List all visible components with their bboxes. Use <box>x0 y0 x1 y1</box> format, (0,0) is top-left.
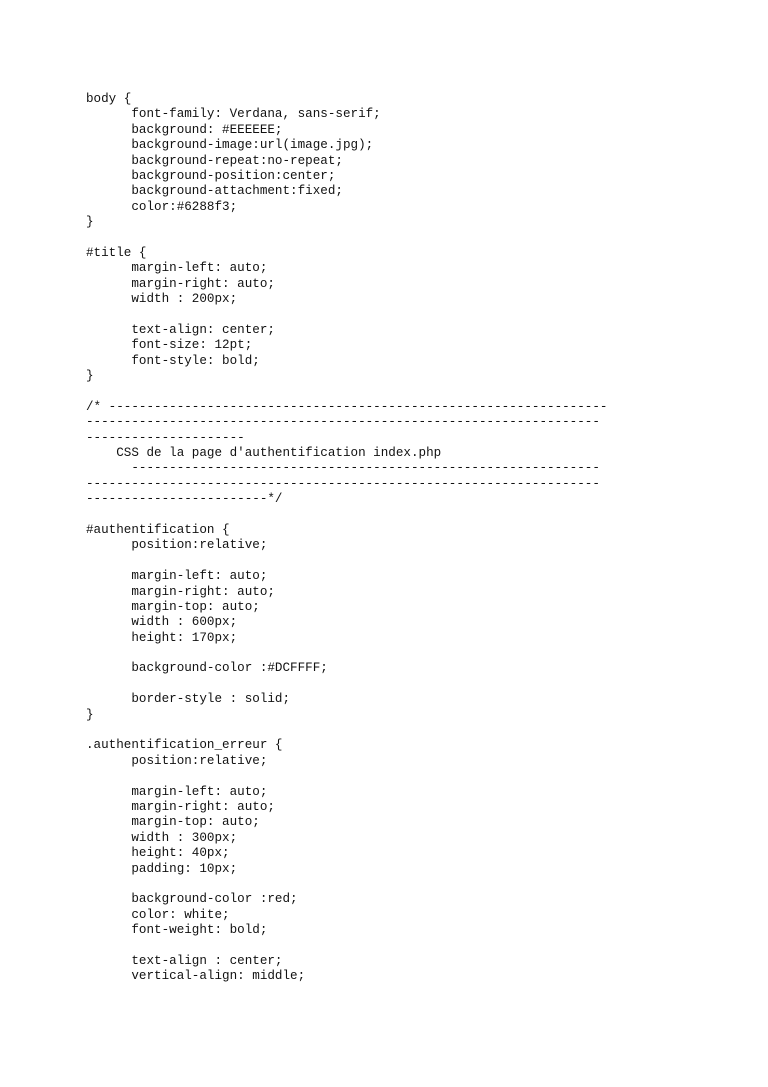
code-line: margin-top: auto; <box>86 599 260 614</box>
code-line: color: white; <box>86 907 230 922</box>
code-line <box>86 877 686 892</box>
code-line: margin-top: auto; <box>86 815 260 830</box>
code-line: margin-right: auto; <box>86 799 275 814</box>
code-line <box>86 938 686 953</box>
code-line <box>86 384 686 399</box>
code-line: font-size: 12pt; <box>86 338 253 353</box>
code-line: margin-right: auto; <box>86 584 275 599</box>
code-line: background-attachment:fixed; <box>86 184 343 199</box>
code-line: font-family: Verdana, sans-serif; <box>86 107 381 122</box>
code-line: background-color :#DCFFFF; <box>86 661 328 676</box>
code-line: height: 40px; <box>86 846 230 861</box>
code-line: border-style : solid; <box>86 692 291 707</box>
code-line: body { <box>86 92 132 106</box>
code-line: margin-left: auto; <box>86 261 268 276</box>
code-line: } <box>86 215 94 230</box>
code-line: color:#6288f3; <box>86 199 238 214</box>
code-line: } <box>86 707 94 722</box>
code-line: background-color :red; <box>86 892 298 907</box>
code-line: background-position:center; <box>86 168 336 183</box>
code-line: .authentification_erreur { <box>86 738 283 753</box>
code-line: #authentification { <box>86 522 230 537</box>
code-line: height: 170px; <box>86 630 238 645</box>
code-line: margin-left: auto; <box>86 569 268 584</box>
code-line: padding: 10px; <box>86 861 238 876</box>
code-line: CSS de la page d'authentification index.php <box>86 445 442 460</box>
code-listing <box>86 92 686 985</box>
code-line: text-align: center; <box>86 322 275 337</box>
code-line <box>86 723 686 738</box>
code-line <box>86 677 686 692</box>
code-line: text-align : center; <box>86 953 283 968</box>
code-line <box>86 554 686 569</box>
code-line: --------------------- <box>86 430 245 445</box>
code-line: } <box>86 369 94 384</box>
code-line: vertical-align: middle; <box>86 969 306 984</box>
code-line: background-image:url(image.jpg); <box>86 138 374 153</box>
code-line: width : 600px; <box>86 615 238 630</box>
code-line: -------------------------------------------------------------------- <box>86 476 600 491</box>
code-line: background: #EEEEEE; <box>86 122 283 137</box>
code-line <box>86 769 686 784</box>
code-line <box>86 508 686 523</box>
code-line: margin-right: auto; <box>86 276 275 291</box>
code-line: position:relative; <box>86 538 268 553</box>
code-line: position:relative; <box>86 753 268 768</box>
code-line: -------------------------------------------------------------- <box>86 461 600 476</box>
code-line: #title { <box>86 245 147 260</box>
code-line: font-style: bold; <box>86 353 260 368</box>
code-line: margin-left: auto; <box>86 784 268 799</box>
code-line: width : 300px; <box>86 830 238 845</box>
code-line <box>86 307 686 322</box>
code-line: /* ------------------------------------------------------------------ <box>86 399 608 414</box>
code-line <box>86 231 686 246</box>
code-line: font-weight: bold; <box>86 923 268 938</box>
code-line: background-repeat:no-repeat; <box>86 153 343 168</box>
code-line: ------------------------*/ <box>86 492 283 507</box>
code-line: width : 200px; <box>86 292 238 307</box>
code-line <box>86 646 686 661</box>
code-line: -------------------------------------------------------------------- <box>86 415 600 430</box>
